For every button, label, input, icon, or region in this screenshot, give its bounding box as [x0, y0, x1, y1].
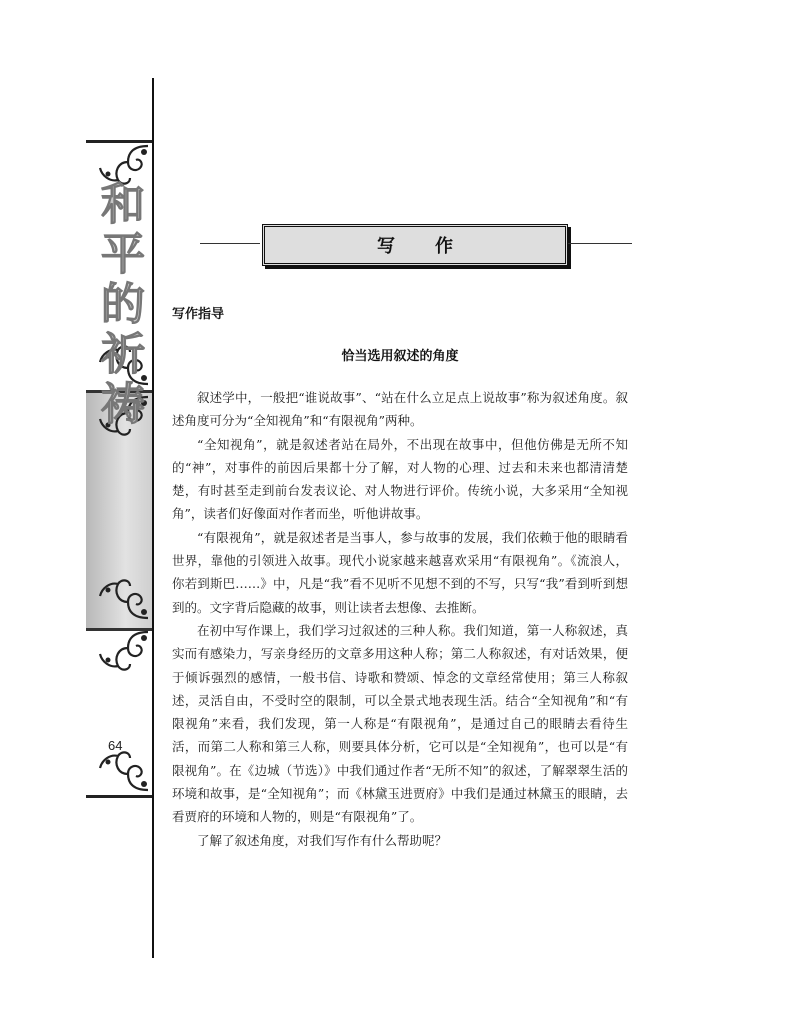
corner-ornament-icon [88, 748, 152, 794]
side-title-char: 祷 [101, 379, 145, 430]
side-running-title [96, 180, 150, 430]
section-header [200, 222, 632, 266]
corner-ornament-icon [88, 628, 152, 674]
paragraph: “全知视角”，就是叙述者站在局外，不出现在故事中，但他仿佛是无所不知的“神”，对事件的前因后果都十分了解，对人物的心理、过去和未来也都清清楚楚，有时甚至走到前台发表议论、对人物进行评价。传统小说，大多采用“全知视角”，读者们好像面对作者而坐，听他讲故事。 [172, 436, 628, 522]
section-title: 写作 [377, 236, 493, 257]
paragraph: 在初中写作课上，我们学习过叙述的三种人称。我们知道，第一人称叙述，真实而有感染力，写亲身经历的文章多用这种人称；第二人称叙述，有对话效果，便于倾诉强烈的感情，一般书信、诗歌和赞颂、悼念的文章经常使用；第三人称叙述，灵活自由，不受时空的限制，可以全景式地表现生活。结合“全知视角”和“有限视角”来看，我们发现，第一人称是“有限视角”，是通过自己的眼睛去看待生活，而第二人称和第三人称，则要具体分析，它可以是“全知视角”，也可以是“有限视角”。在《边城（节选）》中我们通过作者“无所不知”的叙述，了解翠翠生活的环境和故事，是“全知视角”；而《林黛玉进贾府》中我们是通过林黛玉的眼睛，去看贾府的环境和人物的，则是“有限视角”了。 [172, 622, 628, 825]
article-body [172, 386, 628, 852]
corner-ornament-icon [88, 576, 152, 622]
page-number: 64 [108, 738, 123, 753]
subsection-label: 写作指导 [172, 307, 225, 322]
header-rule-right [568, 243, 632, 244]
side-title-char: 祈 [101, 329, 145, 380]
article-title: 恰当选用叙述的角度 [341, 349, 459, 364]
side-title-char: 的 [101, 279, 145, 330]
section-title-box [262, 224, 568, 266]
paragraph: “有限视角”，就是叙述者是当事人，参与故事的发展，我们依赖于他的眼睛看世界，靠他的引领进入故事。现代小说家越来越喜欢采用“有限视角”。《流浪人，你若到斯巴……》中，凡是“我”看不见听不见想不到的不写，只写“我”看到听到想到的。文字背后隐藏的故事，则让读者去想像、去推断。 [172, 529, 628, 615]
side-title-char: 平 [101, 229, 145, 280]
header-rule-left [200, 243, 260, 244]
paragraph: 叙述学中，一般把“谁说故事”、“站在什么立足点上说故事”称为叙述角度。叙述角度可分为“全知视角”和“有限视角”两种。 [172, 390, 628, 429]
margin-rule [152, 78, 154, 958]
side-title-char: 和 [101, 179, 145, 230]
paragraph: 了解了叙述角度，对我们写作有什么帮助呢？ [197, 832, 448, 848]
